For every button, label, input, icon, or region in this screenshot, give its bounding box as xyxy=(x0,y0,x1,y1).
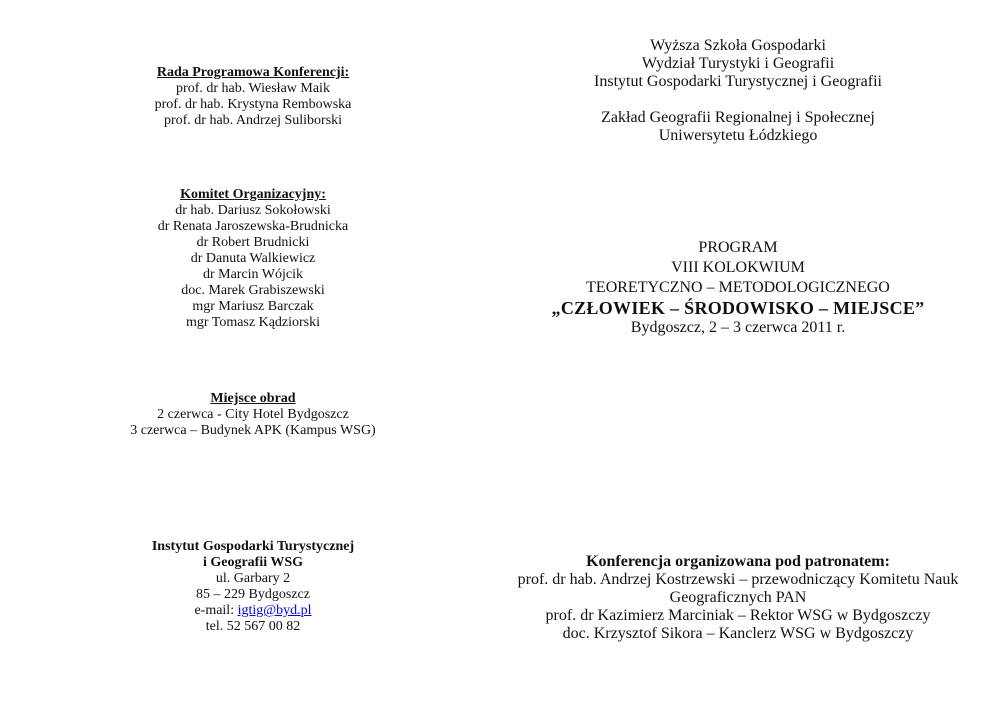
institution-line: Wydział Turystyki i Geografii xyxy=(641,55,835,72)
program-council-title: Rada Programowa Konferencji: xyxy=(156,65,350,80)
patronage-line: doc. Krzysztof Sikora – Kanclerz WSG w Bydgoszczy xyxy=(562,625,914,642)
committee-member: dr hab. Dariusz Sokołowski xyxy=(175,203,331,218)
institution-line: Uniwersytetu Łódzkiego xyxy=(658,127,818,144)
institution-line: Wyższa Szkoła Gospodarki xyxy=(650,37,826,54)
contact-email-line xyxy=(23,603,483,619)
program-header-line2: VIII KOLOKWIUM xyxy=(671,259,805,276)
contact-street: ul. Garbary 2 xyxy=(215,571,291,586)
patronage-title: Konferencja organizowana pod patronatem: xyxy=(586,553,890,570)
venue-section xyxy=(23,391,483,439)
institution-line: Instytut Gospodarki Turystycznej i Geografii xyxy=(594,73,882,90)
program-council-section xyxy=(23,65,483,129)
patronage-section xyxy=(508,553,968,643)
venue-line: 3 czerwca – Budynek APK (Kampus WSG) xyxy=(130,423,376,438)
contact-section xyxy=(23,539,483,635)
committee-member: doc. Marek Grabiszewski xyxy=(181,283,325,298)
conference-date-place: Bydgoszcz, 2 – 3 czerwca 2011 r. xyxy=(630,319,846,336)
patronage-line: prof. dr Kazimierz Marciniak – Rektor WSG w Bydgoszczy xyxy=(545,607,931,624)
committee-member: dr Marcin Wójcik xyxy=(202,267,304,282)
program-header-line3: TEORETYCZNO – METODOLOGICZNEGO xyxy=(586,279,890,296)
patronage-line: prof. dr hab. Andrzej Kostrzewski – przewodniczący Komitetu Nauk Geograficznych PAN xyxy=(517,571,959,606)
conference-title: „CZŁOWIEK – ŚRODOWISKO – MIEJSCE” xyxy=(551,298,925,318)
program-header-line1: PROGRAM xyxy=(698,239,778,256)
email-link[interactable]: igtig@byd.pl xyxy=(237,603,312,618)
council-member: prof. dr hab. Krystyna Rembowska xyxy=(154,97,352,112)
program-header-section xyxy=(508,238,968,338)
email-label: e-mail: xyxy=(194,603,238,618)
contact-city: 85 – 229 Bydgoszcz xyxy=(196,587,310,602)
venue-line: 2 czerwca - City Hotel Bydgoszcz xyxy=(157,407,349,422)
committee-member: mgr Mariusz Barczak xyxy=(192,299,314,314)
committee-member: dr Danuta Walkiewicz xyxy=(190,251,316,266)
institution-section xyxy=(508,37,968,145)
committee-member: dr Renata Jaroszewska-Brudnicka xyxy=(157,219,349,234)
contact-institute-name-line1: Instytut Gospodarki Turystycznej xyxy=(151,539,355,554)
organizing-committee-section xyxy=(23,187,483,331)
contact-phone: tel. 52 567 00 82 xyxy=(205,619,301,634)
institution-line: Zakład Geografii Regionalnej i Społecznej xyxy=(601,109,875,126)
council-member: prof. dr hab. Wiesław Maik xyxy=(176,81,330,96)
organizing-committee-title: Komitet Organizacyjny: xyxy=(180,187,326,202)
committee-member: dr Robert Brudnicki xyxy=(196,235,310,250)
contact-institute-name-line2: i Geografii WSG xyxy=(202,555,304,570)
council-member: prof. dr hab. Andrzej Suliborski xyxy=(163,113,343,128)
committee-member: mgr Tomasz Kądziorski xyxy=(185,315,321,330)
venue-title: Miejsce obrad xyxy=(210,391,296,406)
blank-line xyxy=(508,91,968,109)
